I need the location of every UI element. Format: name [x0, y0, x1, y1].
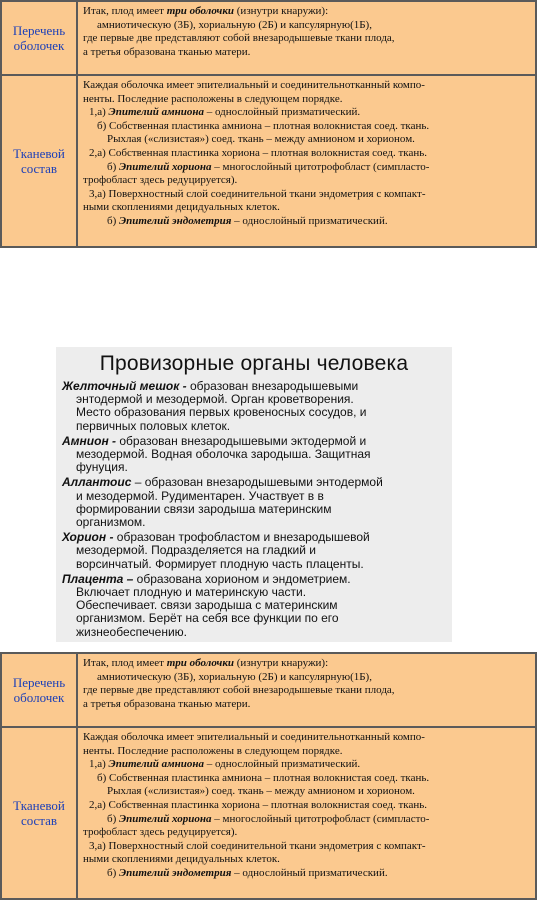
provisional-organs-slide — [56, 347, 452, 642]
organ-yolk-sac: Желточный мешок - образован внезародышевыми энтодермой и мезодермой. Орган кроветворения. Место образования первых кровеносных сосудов, и первичных половых клеток. — [62, 379, 367, 433]
table-row — [1, 653, 536, 727]
membranes-table-top — [0, 0, 537, 248]
row-text-tissue: Каждая оболочка имеет эпителиальный и соединительнотканный компо- ненты. Последние расположены в следующем порядке. 1,а) Эпителий амниона – однослойный призматический. б) Собственная пластинка амниона – плотная волокнистая соед. ткань. Рыхлая («слизистая») соед. ткань – между амнионом и хорионом. 2,а) Собственная пластинка хориона – плотная волокнистая соед. ткань. б) Эпителий хориона – многослойный цитотрофобласт (симпласто- трофобласт здесь редуцируется). 3,а) Поверхностный слой соединительной ткани эндометрия с компакт- ными скоплениями децидуальных клеток. б) Эпителий эндометрия – однослойный призматический. — [77, 727, 536, 899]
row-text-membranes: Итак, плод имеет три оболочки (изнутри кнаружи): амниотическую (3Б), хориальную (2Б) и капсулярную(1Б), где первые две представляют собой внезародышевые ткани плода, а третья образована тканью матери. — [77, 1, 536, 75]
table-row — [1, 1, 536, 75]
row-text-tissue: Каждая оболочка имеет эпителиальный и соединительнотканный компо- ненты. Последние расположены в следующем порядке. 1,а) Эпителий амниона – однослойный призматический. б) Собственная пластинка амниона – плотная волокнистая соед. ткань. Рыхлая («слизистая») соед. ткань – между амнионом и хорионом. 2,а) Собственная пластинка хориона – плотная волокнистая соед. ткань. б) Эпителий хориона – многослойный цитотрофобласт (симпласто- трофобласт здесь редуцируется). 3,а) Поверхностный слой соединительной ткани эндометрия с компакт- ными скоплениями децидуальных клеток. б) Эпителий эндометрия – однослойный призматический. — [77, 75, 536, 247]
table-row — [1, 75, 536, 247]
row-label-membranes: Перечень оболочек — [1, 1, 77, 75]
row-label-tissue: Тканевой состав — [1, 727, 77, 899]
row-label-membranes: Перечень оболочек — [1, 653, 77, 727]
organ-chorion: Хорион - образован трофобластом и внезародышевой мезодермой. Подразделяется на гладкий и ворсинчатый. Формирует плодную часть плаценты. — [62, 530, 370, 571]
organ-allantois: Аллантоис – образован внезародышевыми энтодермой и мезодермой. Рудиментарен. Участвует в в формировании связи зародыша материнским организмом. — [62, 475, 383, 530]
row-label-tissue: Тканевой состав — [1, 75, 77, 247]
table-row — [1, 727, 536, 899]
row-text-membranes: Итак, плод имеет три оболочки (изнутри кнаружи): амниотическую (3Б), хориальную (2Б) и капсулярную(1Б), где первые две представляют собой внезародышевые ткани плода, а третья образована тканью матери. — [77, 653, 536, 727]
slide-title: Провизорные органы человека — [99, 352, 409, 375]
organ-placenta: Плацента – образована хорионом и эндометрием. Включает плодную и материнскую части. Обеспечивает. связи зародыша с материнским организмом. Берёт на себя все функции по его жизнеобеспечению. — [62, 571, 351, 639]
organ-amnion: Амнион - образован внезародышевыми эктодермой и мезодермой. Водная оболочка зародыша. Защитная фунуция. — [62, 433, 371, 475]
membranes-table-bottom — [0, 652, 537, 900]
